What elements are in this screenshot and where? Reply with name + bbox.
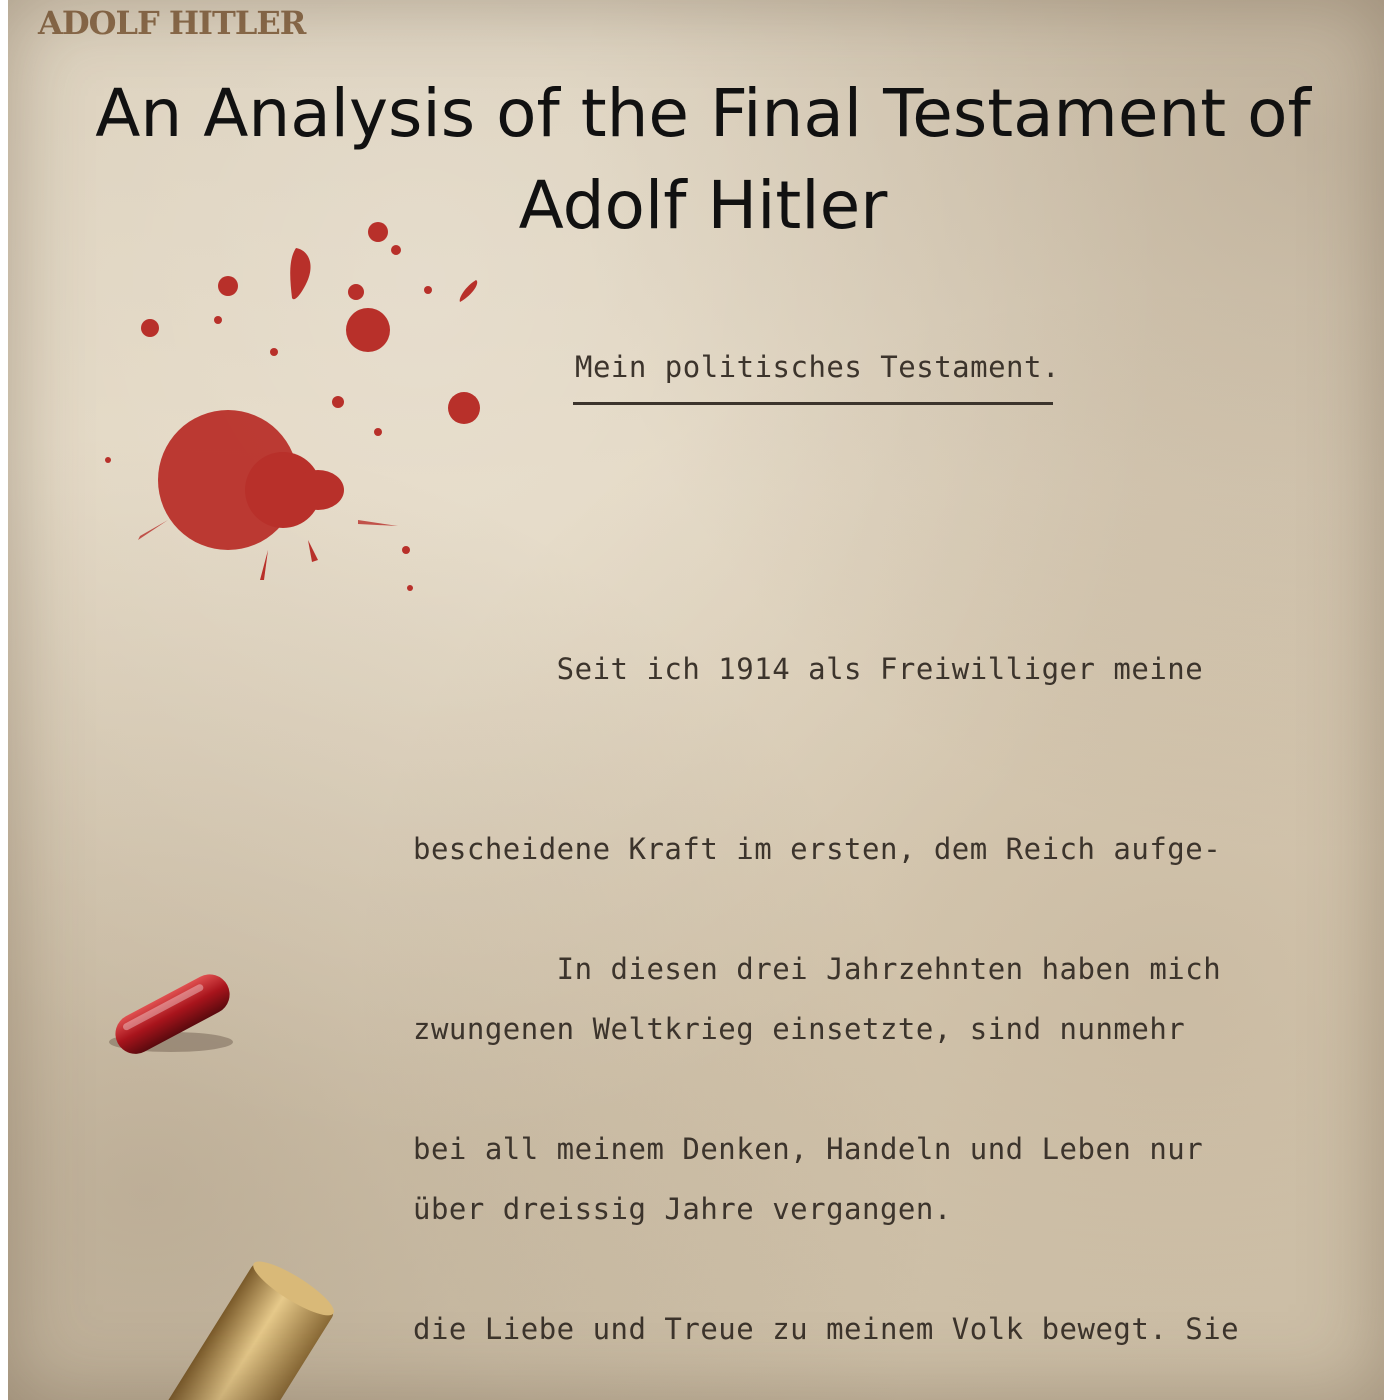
text-line: bescheidene Kraft im ersten, dem Reich aufge- [413,832,1222,866]
text-line: die Liebe und Treue zu meinem Volk bewegt. Sie [413,1312,1240,1346]
paragraph-2 [413,819,1293,1400]
parchment-background [8,0,1384,1400]
heading-underline [573,402,1053,405]
brand-logo: ADOLF HITLER [38,4,306,42]
page-title: An Analysis of the Final Testament of Adolf Hitler [95,75,1311,244]
text-line: In diesen drei Jahrzehnten haben mich [413,952,1222,986]
paragraph-3 [413,1359,1293,1400]
text-line: Seit ich 1914 als Freiwilliger meine [413,652,1204,686]
red-capsule-icon [103,960,253,1070]
text-line: zwungenen Weltkrieg einsetzte, sind nunmehr [413,1012,1186,1046]
bullet-casing-icon [158,1260,378,1400]
text-line: bei all meinem Denken, Handeln und Leben nur [413,1132,1204,1166]
text-line: über dreissig Jahre vergangen. [413,1192,952,1226]
document-heading: Mein politisches Testament. [575,350,1060,384]
